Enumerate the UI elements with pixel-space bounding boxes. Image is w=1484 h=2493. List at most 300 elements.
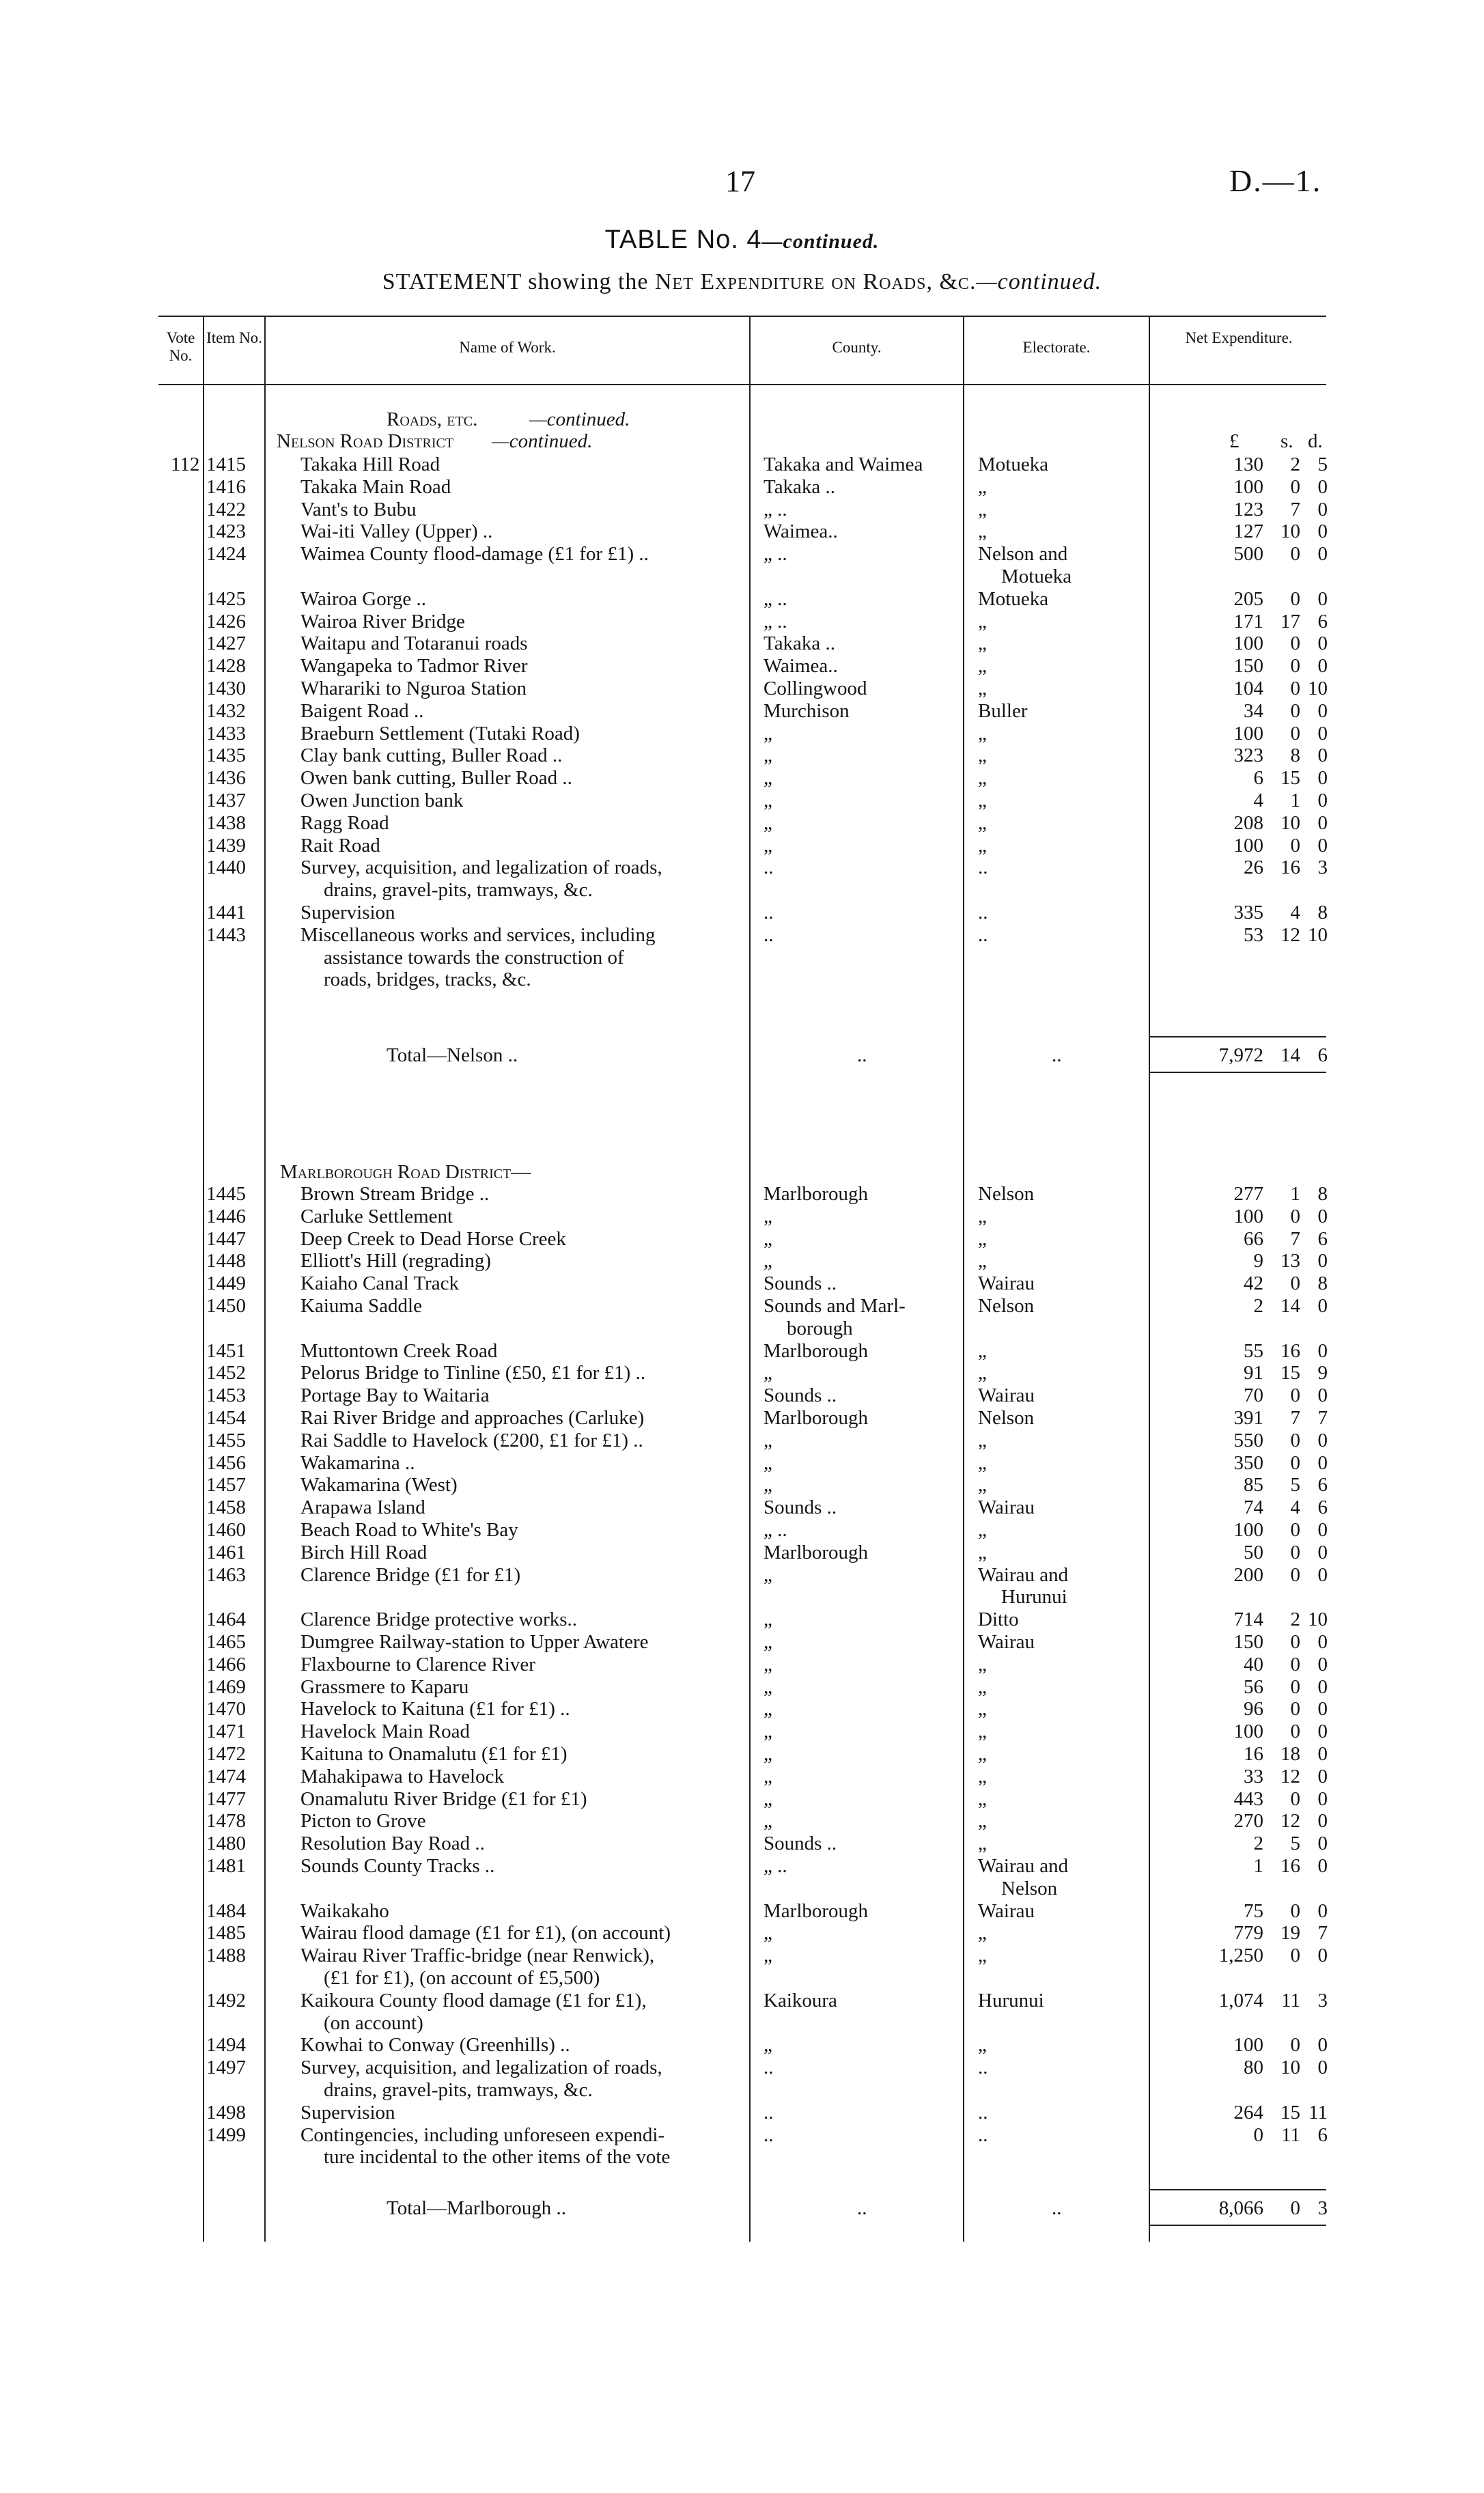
item-number: 1485 xyxy=(206,1922,246,1945)
electorate: „ xyxy=(978,834,987,856)
money-header-pounds: £ xyxy=(1229,430,1240,452)
net-expenditure-pence: 0 xyxy=(1317,587,1328,610)
county: „ .. xyxy=(764,1519,787,1541)
electorate: „ xyxy=(978,1362,987,1384)
net-expenditure-pence: 0 xyxy=(1317,543,1328,566)
electorate: „ xyxy=(978,1765,987,1787)
net-expenditure-pence: 10 xyxy=(1308,923,1328,946)
electorate: .. xyxy=(978,902,988,923)
item-number: 1484 xyxy=(206,1899,246,1922)
work-name: Waitapu and Totaranui roads xyxy=(300,632,528,655)
net-expenditure-shillings: 0 xyxy=(1290,1429,1300,1451)
statement-suffix: —continued. xyxy=(976,269,1102,294)
electorate: „ xyxy=(978,790,987,811)
net-expenditure-shillings: 0 xyxy=(1290,1675,1300,1698)
vote-column-divider xyxy=(203,316,204,2242)
work-name: Braeburn Settlement (Tutaki Road) xyxy=(300,722,580,744)
net-expenditure-pounds: 42 xyxy=(1244,1272,1263,1295)
electorate-continued: Nelson xyxy=(1001,1877,1058,1899)
electorate: „ xyxy=(978,1519,987,1541)
county: Murchison xyxy=(764,699,850,722)
item-number: 1452 xyxy=(206,1362,246,1384)
item-number: 1436 xyxy=(206,767,246,790)
net-expenditure-pence: 0 xyxy=(1317,1563,1328,1586)
electorate: „ xyxy=(978,1922,987,1945)
work-name-continued: (£1 for £1), (on account of £5,500) xyxy=(324,1967,600,1989)
work-name: Survey, acquisition, and legalization of roads, xyxy=(300,2057,662,2079)
item-number: 1474 xyxy=(206,1765,246,1787)
county: „ .. xyxy=(764,610,787,632)
electorate-continued: Hurunui xyxy=(1001,1586,1067,1608)
work-name: Wakamarina .. xyxy=(300,1451,415,1474)
county: „ xyxy=(764,1765,772,1787)
work-name: Havelock Main Road xyxy=(300,1721,471,1743)
net-expenditure-pence: 0 xyxy=(1317,1743,1328,1765)
net-expenditure-pence: 0 xyxy=(1317,1833,1328,1855)
county: „ xyxy=(764,744,772,767)
county: „ xyxy=(764,1451,772,1474)
net-expenditure-shillings: 2 xyxy=(1290,1608,1300,1631)
header-net-expenditure: Net Expenditure. xyxy=(1185,329,1293,346)
net-expenditure-pounds: 1,250 xyxy=(1218,1945,1263,1967)
item-number: 1457 xyxy=(206,1474,246,1496)
work-name: Deep Creek to Dead Horse Creek xyxy=(300,1227,566,1250)
county: „ xyxy=(764,1474,772,1496)
net-expenditure-pence: 0 xyxy=(1317,699,1328,722)
net-expenditure-pence: 6 xyxy=(1317,2123,1328,2146)
table-title-text: TABLE No. 4 xyxy=(604,225,762,254)
county: „ xyxy=(764,767,772,790)
net-expenditure-shillings: 0 xyxy=(1290,1272,1300,1295)
net-expenditure-shillings: 0 xyxy=(1290,1721,1300,1743)
work-name: Wangapeka to Tadmor River xyxy=(300,655,528,678)
county: „ xyxy=(764,722,772,744)
county: .. xyxy=(764,923,774,946)
county: Takaka .. xyxy=(764,632,836,655)
item-number: 1425 xyxy=(206,587,246,610)
net-expenditure-shillings: 0 xyxy=(1290,678,1300,699)
money-header-pence: d. xyxy=(1308,430,1323,452)
vote-number: 112 xyxy=(171,454,200,475)
net-expenditure-shillings: 0 xyxy=(1290,1384,1300,1407)
county: „ xyxy=(764,1787,772,1810)
net-expenditure-pence: 0 xyxy=(1317,1810,1328,1833)
work-name: Kaikoura County flood damage (£1 for £1), xyxy=(300,1989,647,2011)
net-expenditure-pounds: 85 xyxy=(1244,1474,1263,1496)
net-expenditure-shillings: 15 xyxy=(1280,767,1300,790)
electorate: „ xyxy=(978,2034,987,2057)
electorate: „ xyxy=(978,1721,987,1743)
electorate: „ xyxy=(978,610,987,632)
net-expenditure-shillings: 16 xyxy=(1280,1339,1300,1362)
county: Takaka .. xyxy=(764,475,836,498)
electorate: „ xyxy=(978,678,987,699)
work-name: Resolution Bay Road .. xyxy=(300,1833,485,1855)
total-nelson-pounds: 7,972 xyxy=(1218,1044,1263,1067)
electorate: „ xyxy=(978,1474,987,1496)
county: .. xyxy=(764,2057,774,2079)
net-expenditure-shillings: 0 xyxy=(1290,1451,1300,1474)
net-expenditure-pounds: 26 xyxy=(1244,856,1263,879)
item-number: 1460 xyxy=(206,1519,246,1541)
item-number: 1428 xyxy=(206,655,246,678)
net-expenditure-pounds: 4 xyxy=(1253,790,1263,811)
net-expenditure-shillings: 11 xyxy=(1281,1989,1300,2011)
net-expenditure-pence: 0 xyxy=(1317,1631,1328,1653)
county: „ xyxy=(764,811,772,834)
work-name-continued: (on account) xyxy=(324,2011,423,2034)
net-expenditure-shillings: 0 xyxy=(1290,1899,1300,1922)
item-number: 1471 xyxy=(206,1721,246,1743)
net-expenditure-pence: 5 xyxy=(1317,454,1328,475)
net-expenditure-pounds: 6 xyxy=(1253,767,1263,790)
work-name: Rai River Bridge and approaches (Carluke) xyxy=(300,1407,645,1429)
item-number: 1464 xyxy=(206,1608,246,1631)
net-expenditure-pounds: 33 xyxy=(1244,1765,1263,1787)
header-name: Name of Work. xyxy=(459,339,556,356)
net-expenditure-pence: 0 xyxy=(1317,1339,1328,1362)
electorate: Nelson and xyxy=(978,543,1068,566)
item-number: 1469 xyxy=(206,1675,246,1698)
net-expenditure-shillings: 0 xyxy=(1290,1205,1300,1227)
work-name: Muttontown Creek Road xyxy=(300,1339,498,1362)
net-expenditure-shillings: 0 xyxy=(1290,1698,1300,1721)
work-name-continued: ture incidental to the other items of the vote xyxy=(324,2146,671,2169)
net-expenditure-pence: 0 xyxy=(1317,790,1328,811)
net-expenditure-pence: 7 xyxy=(1317,1922,1328,1945)
item-number: 1458 xyxy=(206,1496,246,1519)
item-number: 1481 xyxy=(206,1855,246,1877)
net-expenditure-pounds: 123 xyxy=(1233,498,1263,520)
item-number: 1440 xyxy=(206,856,246,879)
county: „ xyxy=(764,1721,772,1743)
county-continued: borough xyxy=(787,1317,853,1339)
electorate-column-divider xyxy=(1149,316,1150,2242)
net-expenditure-pence: 0 xyxy=(1317,1541,1328,1563)
net-expenditure-shillings: 0 xyxy=(1290,587,1300,610)
net-expenditure-pence: 3 xyxy=(1317,856,1328,879)
net-expenditure-pence: 0 xyxy=(1317,722,1328,744)
net-expenditure-pounds: 80 xyxy=(1244,2057,1263,2079)
work-name: Carluke Settlement xyxy=(300,1205,453,1227)
item-number: 1446 xyxy=(206,1205,246,1227)
county: .. xyxy=(764,856,774,879)
net-expenditure-pence: 0 xyxy=(1317,767,1328,790)
net-expenditure-shillings: 7 xyxy=(1290,1227,1300,1250)
total-rule-nelson xyxy=(1150,1036,1326,1037)
item-number: 1477 xyxy=(206,1787,246,1810)
county: „ xyxy=(764,1227,772,1250)
total-electorate-dots: .. xyxy=(1052,1044,1062,1067)
work-name: Clarence Bridge protective works.. xyxy=(300,1608,578,1631)
net-expenditure-pounds: 50 xyxy=(1244,1541,1263,1563)
county: „ xyxy=(764,2034,772,2057)
net-expenditure-pounds: 270 xyxy=(1233,1810,1263,1833)
total-rule-marlborough xyxy=(1150,2189,1326,2190)
county-column-divider xyxy=(963,316,964,2242)
net-expenditure-shillings: 12 xyxy=(1280,923,1300,946)
net-expenditure-pounds: 127 xyxy=(1233,520,1263,543)
electorate: Wairau xyxy=(978,1384,1035,1407)
net-expenditure-pence: 0 xyxy=(1317,1855,1328,1877)
net-expenditure-shillings: 19 xyxy=(1280,1922,1300,1945)
work-name: Sounds County Tracks .. xyxy=(300,1855,495,1877)
net-expenditure-pounds: 779 xyxy=(1233,1922,1263,1945)
net-expenditure-shillings: 0 xyxy=(1290,475,1300,498)
item-number: 1465 xyxy=(206,1631,246,1653)
item-number: 1455 xyxy=(206,1429,246,1451)
total-marlborough-pence: 3 xyxy=(1317,2197,1328,2220)
net-expenditure-pence: 6 xyxy=(1317,1474,1328,1496)
work-name: Brown Stream Bridge .. xyxy=(300,1183,490,1205)
work-name: Wairoa River Bridge xyxy=(300,610,465,632)
net-expenditure-pence: 0 xyxy=(1317,744,1328,767)
item-column-divider xyxy=(264,316,266,2242)
net-expenditure-pounds: 130 xyxy=(1233,454,1263,475)
electorate: „ xyxy=(978,811,987,834)
county: Marlborough xyxy=(764,1407,869,1429)
net-expenditure-pence: 10 xyxy=(1308,1608,1328,1631)
net-expenditure-pounds: 100 xyxy=(1233,2034,1263,2057)
net-expenditure-pounds: 443 xyxy=(1233,1787,1263,1810)
net-expenditure-pence: 0 xyxy=(1317,1765,1328,1787)
county: „ xyxy=(764,1631,772,1653)
net-expenditure-shillings: 2 xyxy=(1290,454,1300,475)
work-name: Arapawa Island xyxy=(300,1496,425,1519)
work-name: Portage Bay to Waitaria xyxy=(300,1384,490,1407)
electorate: Wairau xyxy=(978,1272,1035,1295)
county: Kaikoura xyxy=(764,1989,837,2011)
work-name: Contingencies, including unforeseen expendi- xyxy=(300,2123,665,2146)
work-name: Beach Road to White's Bay xyxy=(300,1519,518,1541)
county: „ xyxy=(764,1743,772,1765)
work-name: Dumgree Railway-station to Upper Awatere xyxy=(300,1631,649,1653)
net-expenditure-pounds: 55 xyxy=(1244,1339,1263,1362)
county: „ .. xyxy=(764,498,787,520)
total-nelson-pence: 6 xyxy=(1317,1044,1328,1067)
work-name: Supervision xyxy=(300,902,395,923)
work-name: Takaka Main Road xyxy=(300,475,451,498)
county: Takaka and Waimea xyxy=(764,454,923,475)
work-name: Picton to Grove xyxy=(300,1810,426,1833)
net-expenditure-pounds: 335 xyxy=(1233,902,1263,923)
item-number: 1498 xyxy=(206,2101,246,2123)
section-title: Roads, etc. xyxy=(387,408,478,430)
net-expenditure-pence: 8 xyxy=(1317,1272,1328,1295)
net-expenditure-pounds: 91 xyxy=(1244,1362,1263,1384)
statement-prefix: STATEMENT showing the xyxy=(382,269,649,294)
net-expenditure-pence: 0 xyxy=(1317,1519,1328,1541)
net-expenditure-pounds: 150 xyxy=(1233,1631,1263,1653)
net-expenditure-pence: 6 xyxy=(1317,1227,1328,1250)
electorate: „ xyxy=(978,1339,987,1362)
work-name: Clarence Bridge (£1 for £1) xyxy=(300,1563,521,1586)
electorate: .. xyxy=(978,2123,988,2146)
net-expenditure-pounds: 66 xyxy=(1244,1227,1263,1250)
net-expenditure-pounds: 100 xyxy=(1233,722,1263,744)
net-expenditure-pence: 3 xyxy=(1317,1989,1328,2011)
work-name: Havelock to Kaituna (£1 for £1) .. xyxy=(300,1698,570,1721)
work-name: Waimea County flood-damage (£1 for £1) .. xyxy=(300,543,649,566)
electorate: Buller xyxy=(978,699,1028,722)
work-name: Supervision xyxy=(300,2101,395,2123)
county: Marlborough xyxy=(764,1339,869,1362)
county: Marlborough xyxy=(764,1183,869,1205)
district-title: Nelson Road District xyxy=(277,430,454,452)
county: „ xyxy=(764,1250,772,1272)
electorate: „ xyxy=(978,767,987,790)
county: Marlborough xyxy=(764,1541,869,1563)
work-name: Baigent Road .. xyxy=(300,699,424,722)
net-expenditure-pounds: 100 xyxy=(1233,1721,1263,1743)
work-name: Rai Saddle to Havelock (£200, £1 for £1) .. xyxy=(300,1429,643,1451)
net-expenditure-pence: 8 xyxy=(1317,902,1328,923)
work-name: Onamalutu River Bridge (£1 for £1) xyxy=(300,1787,587,1810)
net-expenditure-shillings: 16 xyxy=(1280,1855,1300,1877)
item-number: 1470 xyxy=(206,1698,246,1721)
work-name: Rait Road xyxy=(300,834,380,856)
work-name: Wharariki to Nguroa Station xyxy=(300,678,527,699)
net-expenditure-pounds: 714 xyxy=(1233,1608,1263,1631)
electorate: .. xyxy=(978,2057,988,2079)
net-expenditure-pounds: 100 xyxy=(1233,1205,1263,1227)
item-number: 1438 xyxy=(206,811,246,834)
total-marlborough-shillings: 0 xyxy=(1290,2197,1300,2220)
work-name: Kowhai to Conway (Greenhills) .. xyxy=(300,2034,570,2057)
item-number: 1439 xyxy=(206,834,246,856)
net-expenditure-pence: 6 xyxy=(1317,1496,1328,1519)
net-expenditure-pounds: 2 xyxy=(1253,1833,1263,1855)
electorate: Wairau and xyxy=(978,1563,1069,1586)
county: Collingwood xyxy=(764,678,867,699)
net-expenditure-shillings: 0 xyxy=(1290,1541,1300,1563)
electorate: „ xyxy=(978,1833,987,1855)
net-expenditure-pounds: 350 xyxy=(1233,1451,1263,1474)
net-expenditure-shillings: 1 xyxy=(1290,1183,1300,1205)
item-number: 1466 xyxy=(206,1653,246,1675)
electorate: Hurunui xyxy=(978,1989,1044,2011)
section-title-suffix: —continued. xyxy=(529,408,630,430)
net-expenditure-pence: 0 xyxy=(1317,498,1328,520)
item-number: 1472 xyxy=(206,1743,246,1765)
net-expenditure-shillings: 16 xyxy=(1280,856,1300,879)
electorate: Wairau xyxy=(978,1496,1035,1519)
work-name: Kaituna to Onamalutu (£1 for £1) xyxy=(300,1743,568,1765)
net-expenditure-pounds: 0 xyxy=(1253,2123,1263,2146)
net-expenditure-pence: 0 xyxy=(1317,655,1328,678)
net-expenditure-pounds: 208 xyxy=(1233,811,1263,834)
item-number: 1437 xyxy=(206,790,246,811)
net-expenditure-pence: 0 xyxy=(1317,811,1328,834)
work-name: Wakamarina (West) xyxy=(300,1474,458,1496)
net-expenditure-pounds: 100 xyxy=(1233,632,1263,655)
electorate: „ xyxy=(978,1205,987,1227)
county: Sounds .. xyxy=(764,1384,837,1407)
county: Sounds .. xyxy=(764,1833,837,1855)
header-bottom-rule xyxy=(158,384,1326,385)
item-number: 1447 xyxy=(206,1227,246,1250)
net-expenditure-shillings: 15 xyxy=(1280,1362,1300,1384)
county: „ xyxy=(764,1563,772,1586)
net-expenditure-pounds: 2 xyxy=(1253,1295,1263,1317)
net-expenditure-pounds: 277 xyxy=(1233,1183,1263,1205)
net-expenditure-pounds: 40 xyxy=(1244,1653,1263,1675)
total-county-dots: .. xyxy=(857,2197,867,2220)
county: Waimea.. xyxy=(764,520,838,543)
work-name: Vant's to Bubu xyxy=(300,498,417,520)
electorate: Nelson xyxy=(978,1407,1035,1429)
net-expenditure-pounds: 53 xyxy=(1244,923,1263,946)
net-expenditure-pence: 0 xyxy=(1317,1698,1328,1721)
net-expenditure-shillings: 5 xyxy=(1290,1833,1300,1855)
page-number: 17 xyxy=(725,165,755,198)
electorate: „ xyxy=(978,1227,987,1250)
county: „ .. xyxy=(764,543,787,566)
net-expenditure-pence: 0 xyxy=(1317,1250,1328,1272)
net-expenditure-pounds: 9 xyxy=(1253,1250,1263,1272)
net-expenditure-pounds: 56 xyxy=(1244,1675,1263,1698)
county: „ xyxy=(764,1698,772,1721)
net-expenditure-pence: 0 xyxy=(1317,1451,1328,1474)
net-expenditure-shillings: 0 xyxy=(1290,722,1300,744)
net-expenditure-pence: 0 xyxy=(1317,1675,1328,1698)
net-expenditure-shillings: 5 xyxy=(1290,1474,1300,1496)
money-header-shillings: s. xyxy=(1280,430,1293,452)
total-label-marlborough: Total—Marlborough .. xyxy=(387,2197,566,2220)
electorate: „ xyxy=(978,1743,987,1765)
electorate: „ xyxy=(978,655,987,678)
county: „ xyxy=(764,1922,772,1945)
net-expenditure-pence: 0 xyxy=(1317,1945,1328,1967)
electorate: .. xyxy=(978,856,988,879)
net-expenditure-shillings: 0 xyxy=(1290,834,1300,856)
work-name: Elliott's Hill (regrading) xyxy=(300,1250,492,1272)
work-name: Owen Junction bank xyxy=(300,790,464,811)
item-number: 1433 xyxy=(206,722,246,744)
county: „ xyxy=(764,1429,772,1451)
net-expenditure-pence: 7 xyxy=(1317,1407,1328,1429)
item-number: 1424 xyxy=(206,543,246,566)
net-expenditure-shillings: 0 xyxy=(1290,1519,1300,1541)
net-expenditure-pence: 0 xyxy=(1317,2034,1328,2057)
item-number: 1430 xyxy=(206,678,246,699)
net-expenditure-shillings: 17 xyxy=(1280,610,1300,632)
net-expenditure-pounds: 1,074 xyxy=(1218,1989,1263,2011)
net-expenditure-pence: 0 xyxy=(1317,1899,1328,1922)
net-expenditure-shillings: 10 xyxy=(1280,520,1300,543)
net-expenditure-shillings: 11 xyxy=(1281,2123,1300,2146)
net-expenditure-shillings: 18 xyxy=(1280,1743,1300,1765)
net-expenditure-pence: 0 xyxy=(1317,632,1328,655)
net-expenditure-shillings: 14 xyxy=(1280,1295,1300,1317)
net-expenditure-pounds: 205 xyxy=(1233,587,1263,610)
net-expenditure-pence: 0 xyxy=(1317,2057,1328,2079)
statement-main: Net Expenditure on Roads, &c. xyxy=(655,269,977,294)
work-name: Kaiaho Canal Track xyxy=(300,1272,459,1295)
item-number: 1456 xyxy=(206,1451,246,1474)
item-number: 1451 xyxy=(206,1339,246,1362)
county: .. xyxy=(764,2123,774,2146)
county: „ xyxy=(764,790,772,811)
work-name: Grassmere to Kaparu xyxy=(300,1675,469,1698)
county: Sounds .. xyxy=(764,1272,837,1295)
net-expenditure-shillings: 0 xyxy=(1290,1787,1300,1810)
net-expenditure-pounds: 500 xyxy=(1233,543,1263,566)
work-name: Waikakaho xyxy=(300,1899,389,1922)
total-county-dots: .. xyxy=(857,1044,867,1067)
header-county: County. xyxy=(832,339,882,356)
work-name: Miscellaneous works and services, including xyxy=(300,923,656,946)
